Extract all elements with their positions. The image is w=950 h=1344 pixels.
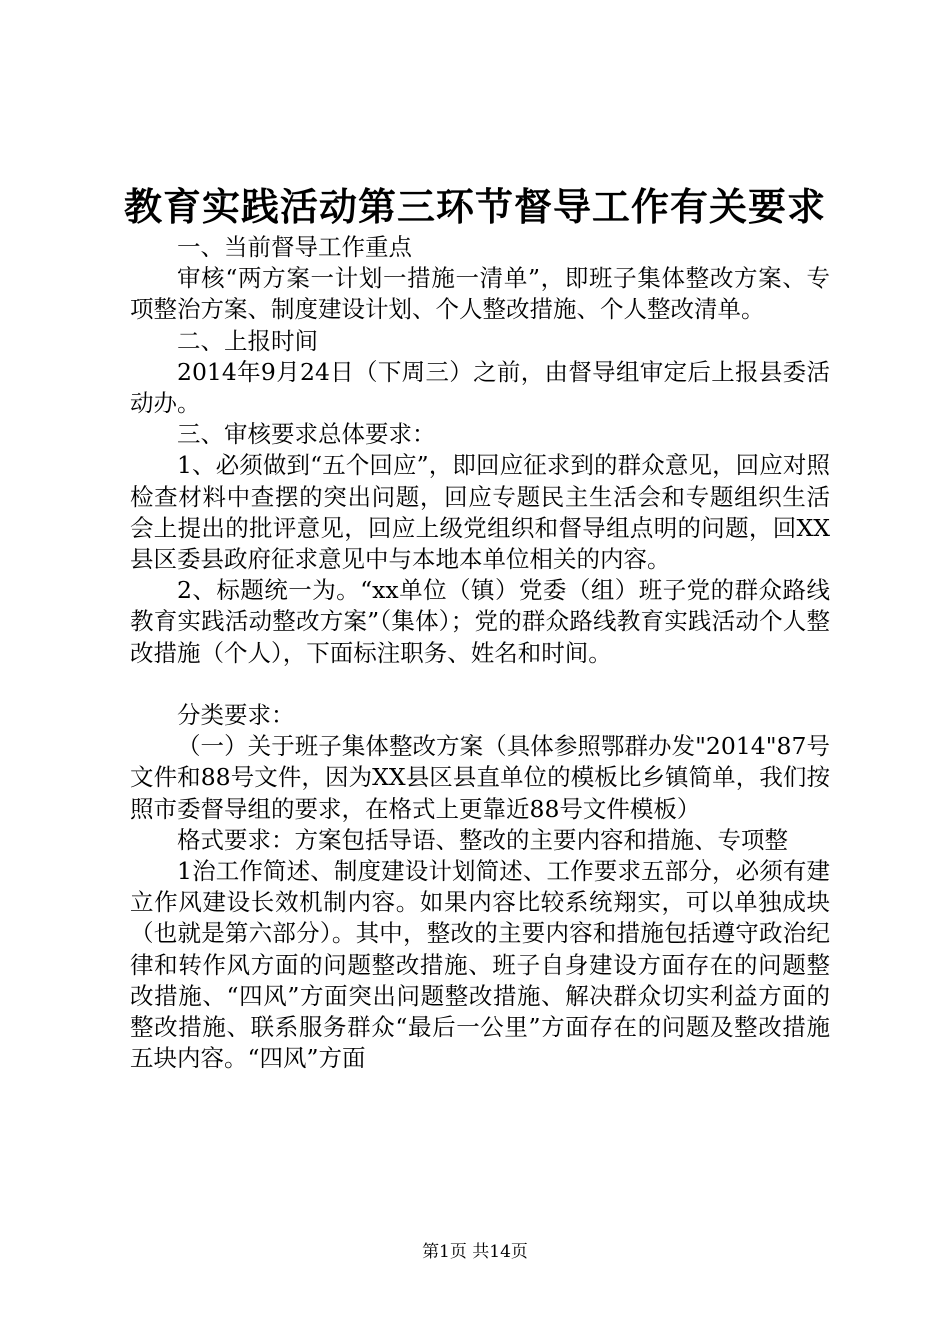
- paragraph: 格式要求：方案包括导语、整改的主要内容和措施、专项整: [177, 825, 788, 854]
- section-heading: 分类要求：: [177, 701, 295, 730]
- section-heading: 三、审核要求总体要求：: [177, 420, 436, 449]
- document-title: 教育实践活动第三环节督导工作有关要求: [123, 184, 826, 229]
- paragraph: 2014年9月24日（下周三）之前，由督导组审定后上报县委活动办。: [130, 357, 830, 418]
- paragraph: 审核“两方案一计划一措施一清单”，即班子集体整改方案、专项整治方案、制度建设计划、个人整改措施、个人整改清单。: [130, 264, 830, 324]
- section-heading: 二、上报时间: [177, 326, 318, 355]
- section-heading: 一、当前督导工作重点: [177, 233, 412, 261]
- paragraph: 1治工作简述、制度建设计划简述、工作要求五部分，必须有建立作风建设长效机制内容。如果内容比较系统翔实，可以单独成块（也就是第六部分）。其中，整改的主要内容和措施包括遵守政治纪律和转作风方面的问题整改措施、班子自身建设方面存在的问题整改措施、“四风”方面突出问题整改措施、解决群众切实利益方面的整改措施、联系服务群众“最后一公里”方面存在的问题及整改措施五块内容。“四风”方面: [130, 857, 830, 1073]
- document-body: [130, 232, 830, 1074]
- blank-line: [130, 669, 830, 700]
- paragraph: 1、必须做到“五个回应”，即回应征求到的群众意见，回应对照检查材料中查摆的突出问题，回应专题民主生活会和专题组织生活会上提出的批评意见，回应上级党组织和督导组点明的问题，回XX县区委县政府征求意见中与本地本单位相关的内容。: [130, 451, 830, 574]
- page-footer: 第1页 共14页: [422, 1242, 528, 1262]
- paragraph: （一）关于班子集体整改方案（具体参照鄂群办发"2014"87号文件和88号文件，因为XX县区县直单位的模板比乡镇简单，我们按照市委督导组的要求，在格式上更靠近88号文件模板）: [130, 732, 830, 823]
- paragraph: 2、标题统一为。“xx单位（镇）党委（组）班子党的群众路线教育实践活动整改方案”（集体）；党的群众路线教育实践活动个人整改措施（个人），下面标注职务、姓名和时间。: [130, 576, 830, 667]
